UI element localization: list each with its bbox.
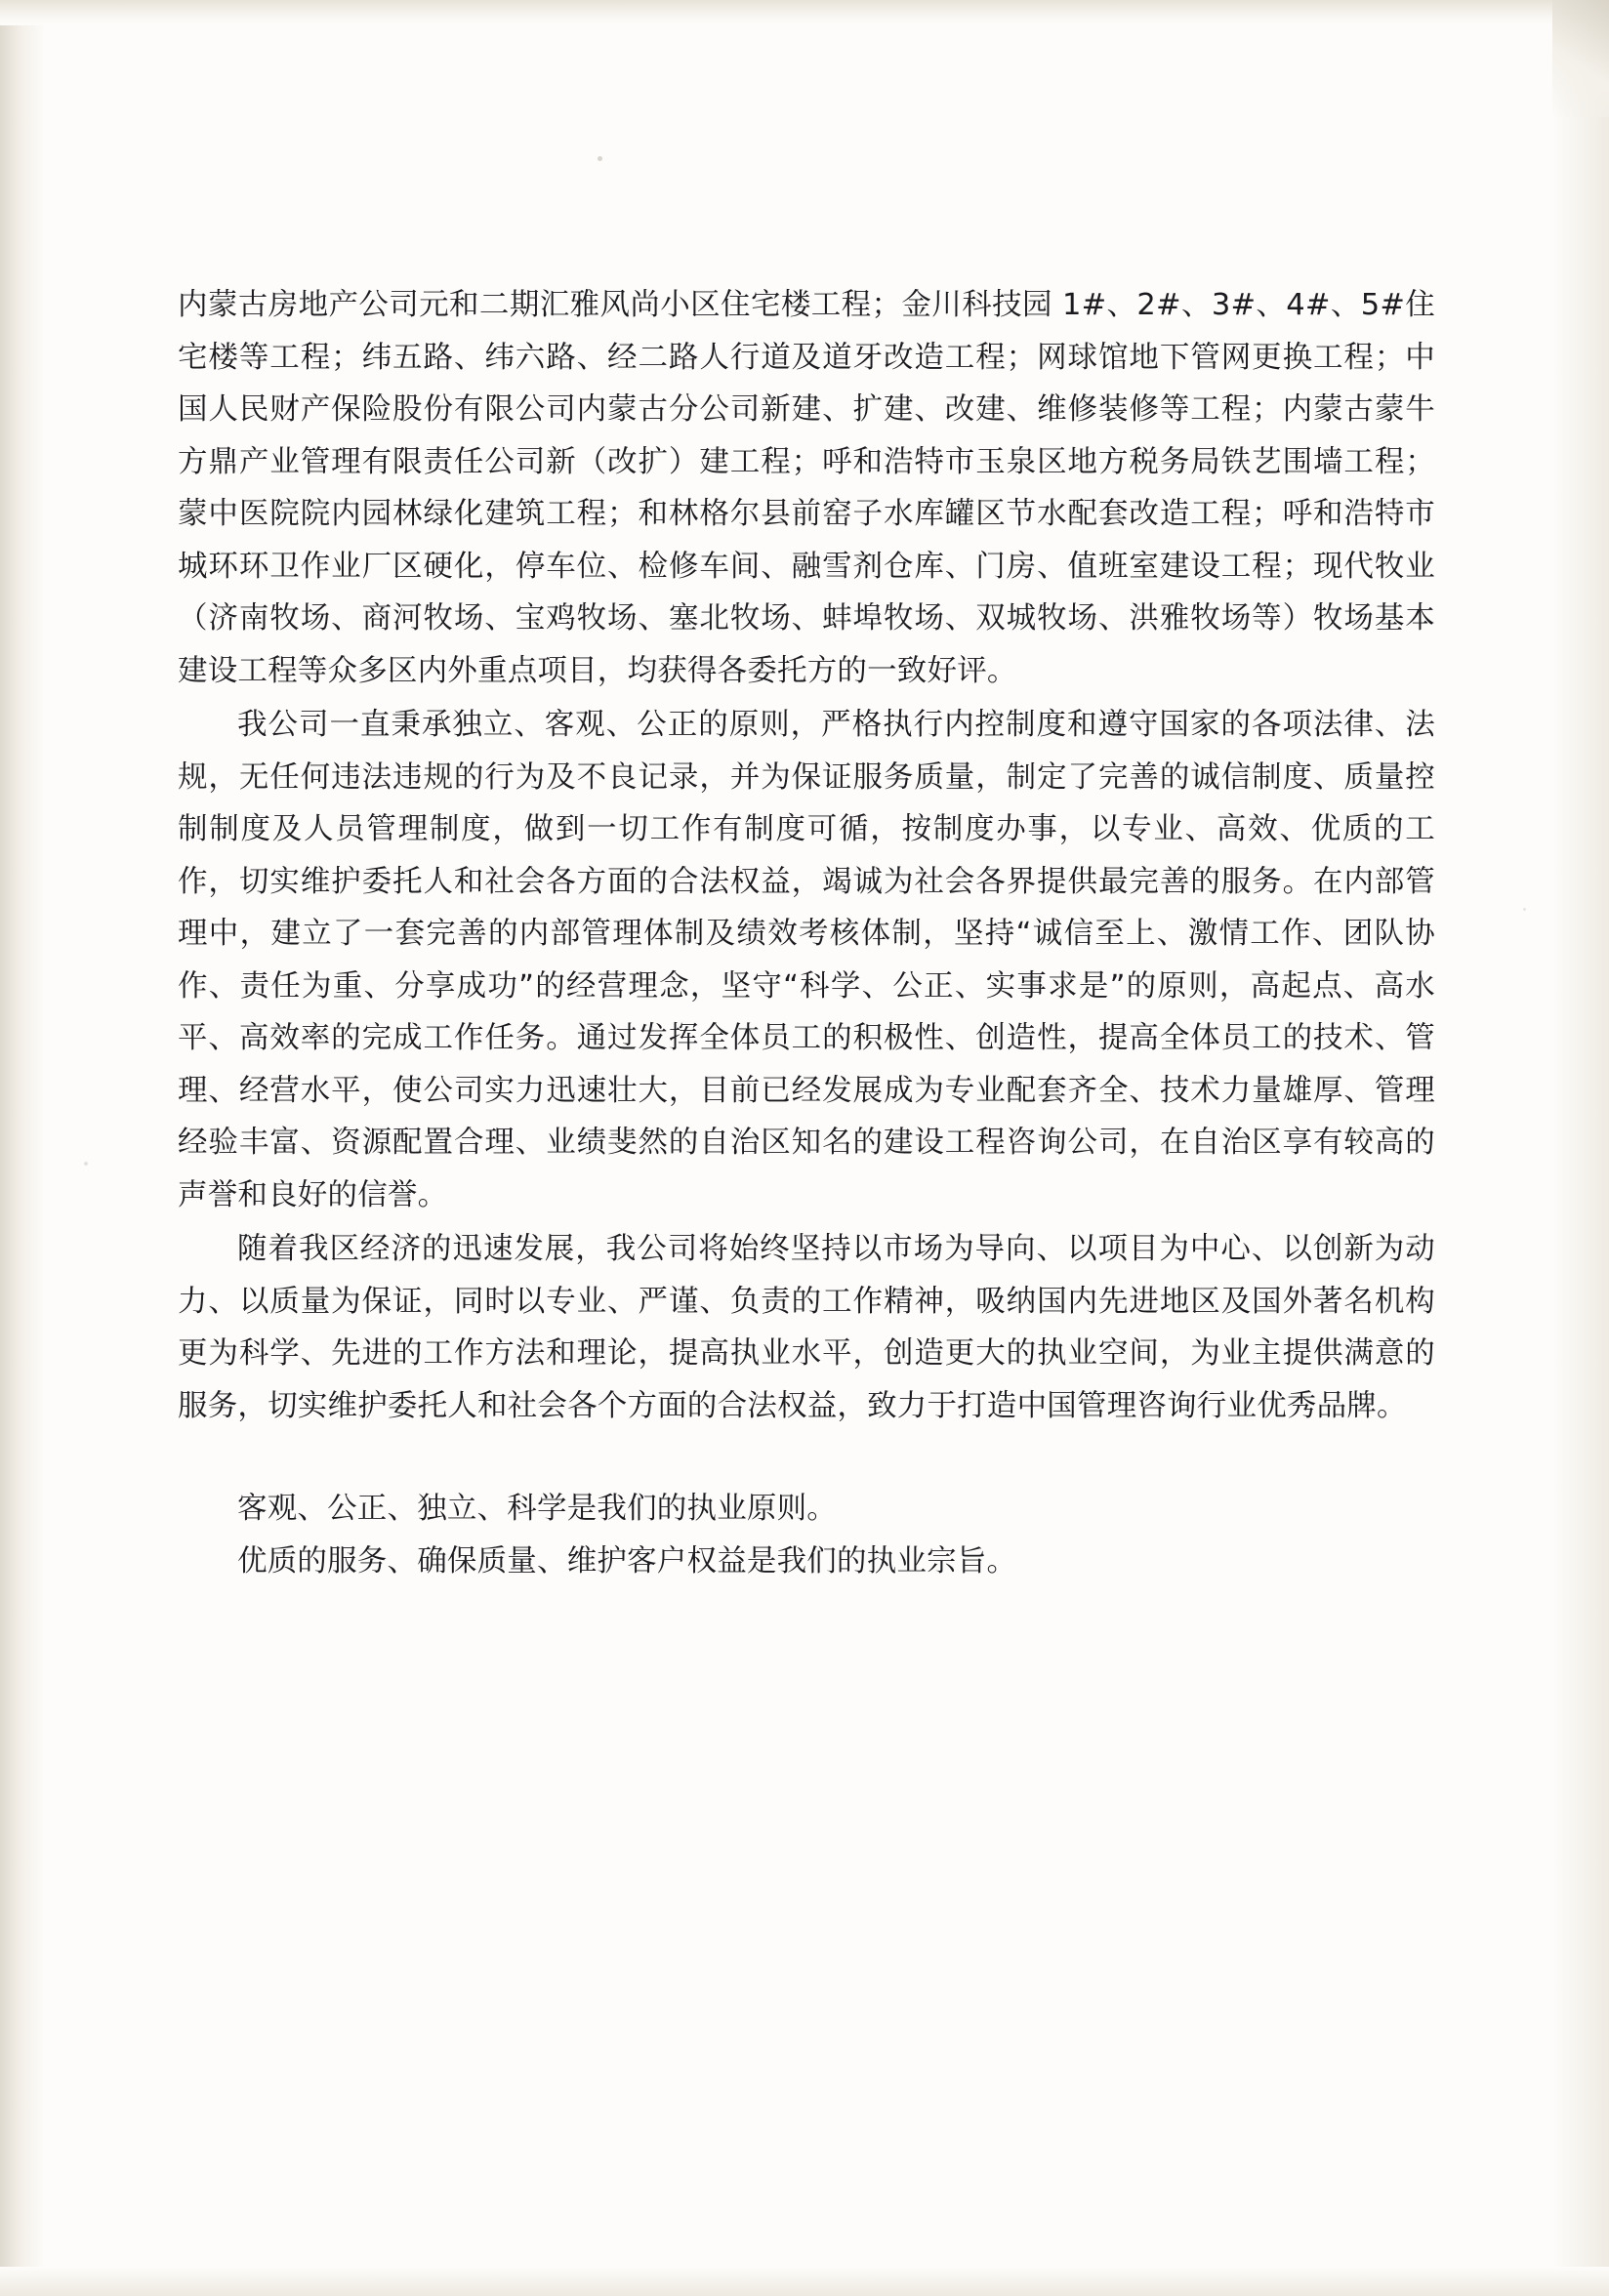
closing-line-practice-principle: 客观、公正、独立、科学是我们的执业原则。 (237, 1492, 837, 1526)
closing-line-practice-purpose: 优质的服务、确保质量、维护客户权益是我们的执业宗旨。 (237, 1543, 1017, 1578)
dust-speck (84, 1162, 88, 1166)
document-text-body (178, 279, 1435, 1587)
closing-block (178, 1483, 1435, 1587)
scan-edge-bottom (0, 2267, 1609, 2296)
dust-speck (1523, 908, 1526, 911)
scan-edge-left (0, 0, 45, 2296)
scan-corner-shadow (1552, 0, 1609, 117)
paragraph-projects: 内蒙古房地产公司元和二期汇雅风尚小区住宅楼工程；金川科技园 1#、2#、3#、4#、5#住宅楼等工程；纬五路、纬六路、经二路人行道及道牙改造工程；网球馆地下管网更换工程；中国人民财产保险股份有限公司内蒙古分公司新建、扩建、改建、维修装修等工程；内蒙古蒙牛方鼎产业管理有限责任公司新（改扩）建工程；呼和浩特市玉泉区地方税务局铁艺围墙工程；蒙中医院院内园林绿化建筑工程；和林格尔县前窑子水库罐区节水配套改造工程；呼和浩特市城环环卫作业厂区硬化，停车位、检修车间、融雪剂仓库、门房、值班室建设工程；现代牧业（济南牧场、商河牧场、宝鸡牧场、塞北牧场、蚌埠牧场、双城牧场、洪雅牧场等）牧场基本建设工程等众多区内外重点项目，均获得各委托方的一致好评。 (178, 288, 1435, 688)
scan-edge-top (0, 0, 1609, 25)
paragraph-principles: 我公司一直秉承独立、客观、公正的原则，严格执行内控制度和遵守国家的各项法律、法规，无任何违法违规的行为及不良记录，并为保证服务质量，制定了完善的诚信制度、质量控制制度及人员管理制度，做到一切工作有制度可循，按制度办事，以专业、高效、优质的工作，切实维护委托人和社会各方面的合法权益，竭诚为社会各界提供最完善的服务。在内部管理中，建立了一套完善的内部管理体制及绩效考核体制，坚持“诚信至上、激情工作、团队协作、责任为重、分享成功”的经营理念，坚守“科学、公正、实事求是”的原则，高起点、高水平、高效率的完成工作任务。通过发挥全体员工的积极性、创造性，提高全体员工的技术、管理、经营水平，使公司实力迅速壮大，目前已经发展成为专业配套齐全、技术力量雄厚、管理经验丰富、资源配置合理、业绩斐然的自治区知名的建设工程咨询公司，在自治区享有较高的声誉和良好的信誉。 (178, 708, 1435, 1212)
paragraph-outlook: 随着我区经济的迅速发展，我公司将始终坚持以市场为导向、以项目为中心、以创新为动力、以质量为保证，同时以专业、严谨、负责的工作精神，吸纳国内先进地区及国外著名机构更为科学、先进的工作方法和理论，提高执业水平，创造更大的执业空间，为业主提供满意的服务，切实维护委托人和社会各个方面的合法权益，致力于打造中国管理咨询行业优秀品牌。 (178, 1232, 1435, 1423)
dust-speck (598, 156, 602, 161)
scan-edge-right (1552, 0, 1609, 2296)
